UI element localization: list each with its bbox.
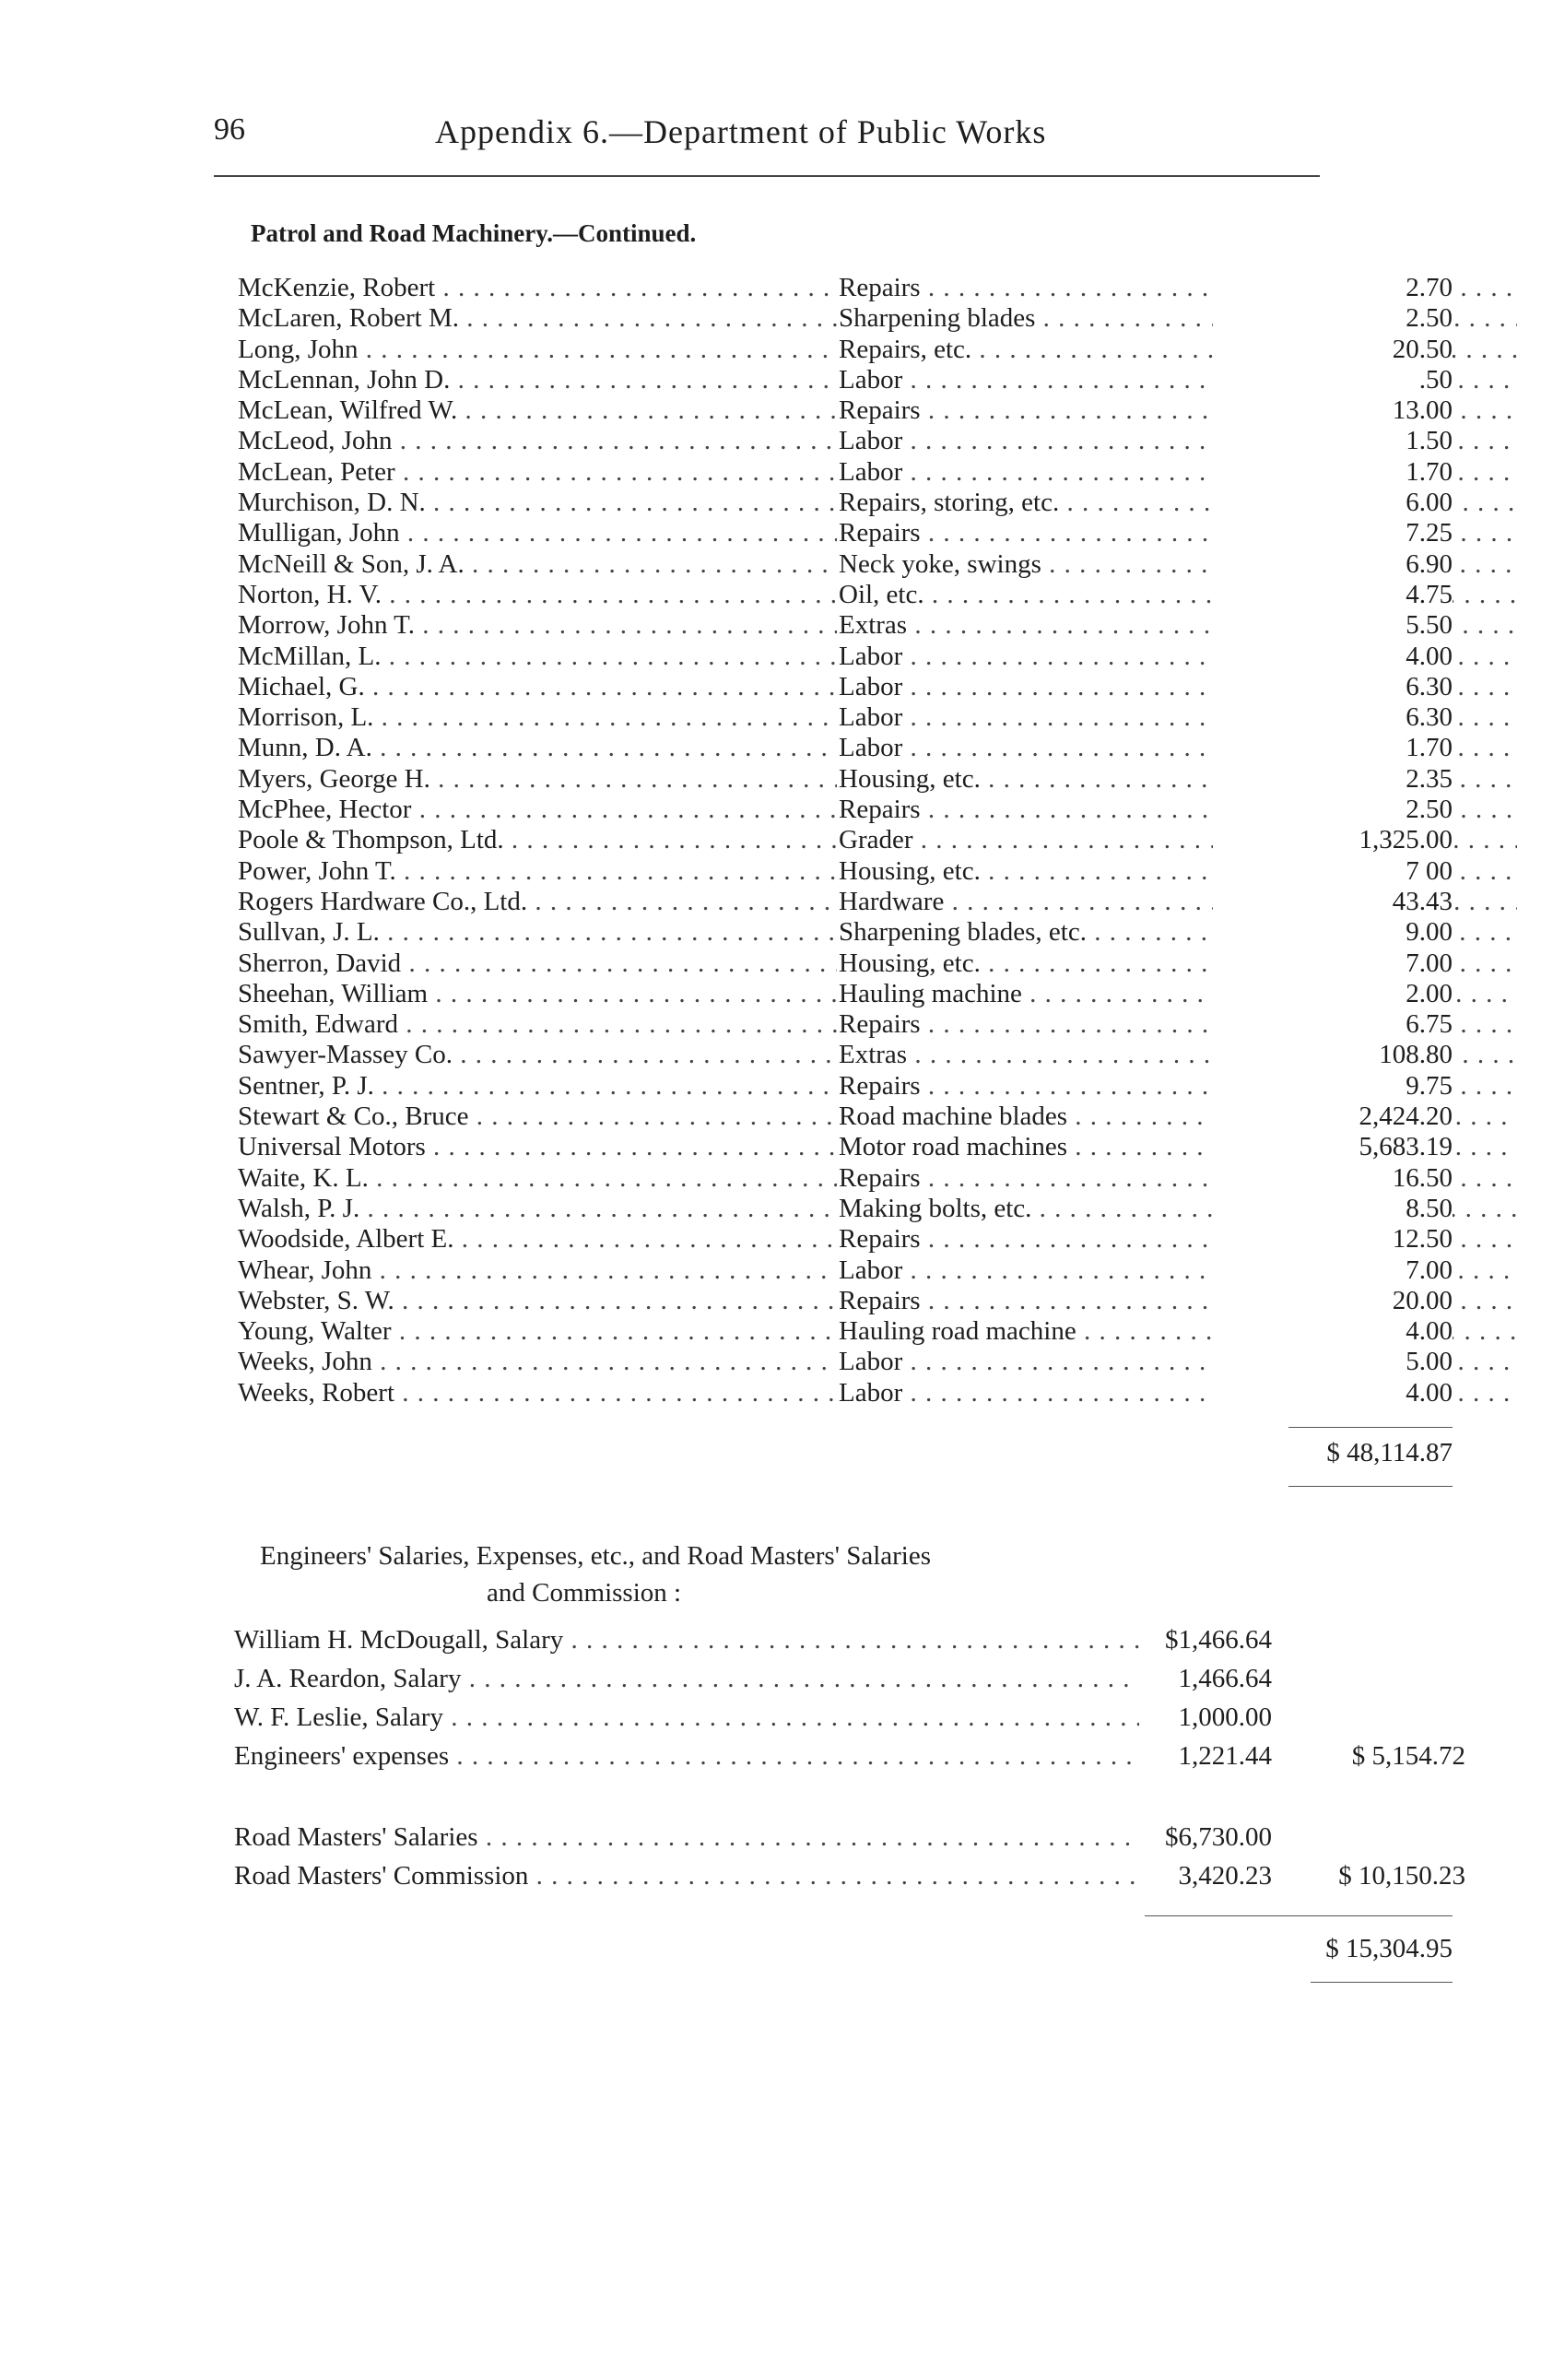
ledger-row [238, 917, 1453, 948]
ledger-purpose: Repairs . . . [839, 273, 1517, 303]
total-rule-top [1288, 1427, 1453, 1428]
ledger-payee: Norton, H. V. . . . [238, 580, 837, 610]
ledger-payee: Woodside, Albert E. . . . [238, 1224, 837, 1255]
ledger-row [238, 1102, 1453, 1132]
ledger-payee: Universal Motors . . . [238, 1132, 837, 1162]
ledger-row [238, 1040, 1453, 1070]
salary-row [234, 1659, 1465, 1698]
header-rule [214, 175, 1320, 177]
ledger-payee: Webster, S. W. . . . [238, 1286, 837, 1316]
ledger-row [238, 1194, 1453, 1224]
ledger-purpose: Repairs . . . [839, 1163, 1517, 1194]
ledger-purpose: Extras . . . [839, 1040, 1517, 1070]
ledger-payee: Munn, D. A. . . . [238, 733, 837, 763]
ledger-purpose: Labor . . . [839, 702, 1517, 733]
ledger-row [238, 365, 1453, 395]
ledger-payee: Morrison, L. . . . [238, 702, 837, 733]
ledger-row [238, 1286, 1453, 1316]
ledger-payee: Power, John T. . . . [238, 856, 837, 887]
ledger-amount: 6.30 [1213, 672, 1453, 702]
ledger-amount: 9.00 [1213, 917, 1453, 948]
ledger-row [238, 948, 1453, 979]
ledger-purpose: Repairs . . . [839, 1286, 1517, 1316]
ledger-purpose: Labor . . . [839, 365, 1517, 395]
engineers-heading [260, 1538, 1292, 1611]
ledger-amount: 9.75 [1213, 1071, 1453, 1102]
page-title: Appendix 6.—Department of Public Works [435, 113, 1047, 150]
salary-value: $6,730.00 [1143, 1818, 1272, 1856]
total-rule-bottom [1288, 1486, 1453, 1487]
salary-label: Road Masters' Commission . . . [234, 1856, 1139, 1895]
ledger-purpose: Labor . . . [839, 457, 1517, 488]
ledger-payee: Sullvan, J. L. . . . [238, 917, 837, 948]
ledger-payee: Waite, K. L. . . . [238, 1163, 837, 1194]
ledger-row [238, 795, 1453, 825]
ledger-amount: 4.75 [1213, 580, 1453, 610]
ledger-payee: Poole & Thompson, Ltd. . . . [238, 825, 837, 855]
ledger-purpose: Sharpening blades, etc. . . . [839, 917, 1517, 948]
ledger-row [238, 979, 1453, 1009]
ledger-payee: Sawyer-Massey Co. . . . [238, 1040, 837, 1070]
ledger-payee: Young, Walter . . . [238, 1316, 837, 1347]
ledger-purpose: Motor road machines . . . [839, 1132, 1517, 1162]
ledger-amount: 7.00 [1213, 1255, 1453, 1286]
page-header [0, 112, 1541, 168]
ledger-row [238, 642, 1453, 672]
ledger-purpose: Oil, etc. . . . [839, 580, 1517, 610]
ledger-payee: Long, John . . . [238, 335, 837, 365]
ledger-payee: McMillan, L. . . . [238, 642, 837, 672]
salary-subtotal: $ 5,154.72 [1351, 1741, 1465, 1771]
ledger-amount: 6.90 [1213, 549, 1453, 580]
salary-row [234, 1818, 1465, 1856]
ledger-row [238, 488, 1453, 518]
ledger-payee: Stewart & Co., Bruce . . . [238, 1102, 837, 1132]
ledger-purpose: Housing, etc. . . . [839, 948, 1517, 979]
ledger-amount: 7 00 [1213, 856, 1453, 887]
ledger-row [238, 610, 1453, 641]
ledger-amount: 4.00 [1213, 1316, 1453, 1347]
ledger-purpose: Repairs . . . [839, 518, 1517, 548]
ledger-purpose: Repairs, storing, etc. . . . [839, 488, 1517, 518]
ledger-purpose: Labor . . . [839, 672, 1517, 702]
salary-value: 1,466.64 [1143, 1659, 1272, 1698]
ledger-payee: Smith, Edward . . . [238, 1009, 837, 1040]
engineers-heading-line1: Engineers' Salaries, Expenses, etc., and Road Masters' Salaries [260, 1541, 931, 1571]
ledger-amount: 4.00 [1213, 1378, 1453, 1408]
ledger-payee: McLennan, John D. . . . [238, 365, 837, 395]
ledger-row [238, 273, 1453, 303]
ledger-payee: McLean, Peter . . . [238, 457, 837, 488]
ledger-purpose: Repairs . . . [839, 395, 1517, 426]
ledger-payee: McKenzie, Robert . . . [238, 273, 837, 303]
engineers-heading-line2: and Commission : [487, 1578, 682, 1608]
ledger-payee: Morrow, John T. . . . [238, 610, 837, 641]
ledger-row [238, 1071, 1453, 1102]
ledger-row [238, 1255, 1453, 1286]
road-masters-list [234, 1818, 1465, 1895]
ledger-row [238, 303, 1453, 334]
salary-value: 1,000.00 [1143, 1698, 1272, 1737]
ledger-purpose: Repairs . . . [839, 1224, 1517, 1255]
ledger-amount: 8.50 [1213, 1194, 1453, 1224]
ledger-payee: Murchison, D. N. . . . [238, 488, 837, 518]
grand-total: $ 15,304.95 [1325, 1934, 1453, 1963]
ledger-purpose: Labor . . . [839, 426, 1517, 456]
grand-total-rule-bottom [1311, 1982, 1453, 1983]
ledger-amount: 7.00 [1213, 948, 1453, 979]
ledger-row [238, 856, 1453, 887]
ledger-row [238, 733, 1453, 763]
ledger-row [238, 1009, 1453, 1040]
ledger-amount: 5.00 [1213, 1347, 1453, 1377]
ledger-payee: Weeks, Robert . . . [238, 1378, 837, 1408]
ledger-amount: 43.43 [1213, 887, 1453, 917]
ledger-amount: 20.50 [1213, 335, 1453, 365]
ledger-purpose: Repairs . . . [839, 795, 1517, 825]
ledger-row [238, 335, 1453, 365]
ledger-amount: 1,325.00 [1213, 825, 1453, 855]
ledger-purpose: Making bolts, etc. . . . [839, 1194, 1517, 1224]
ledger-payee: Sentner, P. J. . . . [238, 1071, 837, 1102]
ledger-purpose: Sharpening blades . . . [839, 303, 1517, 334]
salary-row [234, 1737, 1465, 1775]
ledger-purpose: Neck yoke, swings . . . [839, 549, 1517, 580]
salary-subtotal: $ 10,150.23 [1338, 1861, 1465, 1891]
ledger-amount: 108.80 [1213, 1040, 1453, 1070]
ledger-row [238, 580, 1453, 610]
ledger-purpose: Labor . . . [839, 1347, 1517, 1377]
ledger-amount: 5,683.19 [1213, 1132, 1453, 1162]
ledger-payee: Weeks, John . . . [238, 1347, 837, 1377]
ledger-payee: Sheehan, William . . . [238, 979, 837, 1009]
section-heading: Patrol and Road Machinery.—Continued. [251, 219, 697, 247]
salary-value: 1,221.44 [1143, 1737, 1272, 1775]
engineers-list [234, 1620, 1465, 1775]
ledger-amount: 1.70 [1213, 733, 1453, 763]
ledger-amount: 2.70 [1213, 273, 1453, 303]
ledger-amount: 1.70 [1213, 457, 1453, 488]
salary-row [234, 1620, 1465, 1659]
grand-total-rule-top [1145, 1915, 1453, 1916]
ledger-purpose: Labor . . . [839, 1378, 1517, 1408]
ledger-payee: Michael, G. . . . [238, 672, 837, 702]
ledger-purpose: Repairs . . . [839, 1071, 1517, 1102]
ledger-row [238, 672, 1453, 702]
ledger-amount: 6.75 [1213, 1009, 1453, 1040]
ledger-purpose: Repairs, etc. . . . [839, 335, 1517, 365]
ledger-purpose: Hardware . . . [839, 887, 1517, 917]
salary-label: Engineers' expenses . . . [234, 1737, 1139, 1775]
ledger-row [238, 1224, 1453, 1255]
ledger-payee: Whear, John . . . [238, 1255, 837, 1286]
ledger-amount: 2.00 [1213, 979, 1453, 1009]
ledger-purpose: Hauling machine . . . [839, 979, 1517, 1009]
ledger-row [238, 764, 1453, 795]
ledger-purpose: Housing, etc. . . . [839, 856, 1517, 887]
ledger-payee: McPhee, Hector . . . [238, 795, 837, 825]
ledger-purpose: Road machine blades . . . [839, 1102, 1517, 1132]
ledger-amount: 5.50 [1213, 610, 1453, 641]
ledger-row [238, 1163, 1453, 1194]
ledger-payee: Mulligan, John . . . [238, 518, 837, 548]
section-total: $ 48,114.87 [1326, 1438, 1453, 1467]
salary-label: Road Masters' Salaries . . . [234, 1818, 1139, 1856]
ledger-purpose: Hauling road machine . . . [839, 1316, 1517, 1347]
ledger-amount: 13.00 [1213, 395, 1453, 426]
ledger-purpose: Labor . . . [839, 642, 1517, 672]
ledger-row [238, 549, 1453, 580]
ledger-payee: Myers, George H. . . . [238, 764, 837, 795]
entries-list [238, 273, 1453, 1408]
ledger-row [238, 518, 1453, 548]
ledger-amount: 12.50 [1213, 1224, 1453, 1255]
ledger-row [238, 395, 1453, 426]
ledger-amount: 6.00 [1213, 488, 1453, 518]
ledger-purpose: Grader . . . [839, 825, 1517, 855]
ledger-payee: McLeod, John . . . [238, 426, 837, 456]
ledger-payee: McNeill & Son, J. A. . . . [238, 549, 837, 580]
ledger-amount: 6.30 [1213, 702, 1453, 733]
ledger-row [238, 887, 1453, 917]
ledger-amount: 2.50 [1213, 303, 1453, 334]
ledger-row [238, 1347, 1453, 1377]
ledger-purpose: Extras . . . [839, 610, 1517, 641]
ledger-amount: 4.00 [1213, 642, 1453, 672]
ledger-row [238, 702, 1453, 733]
salary-row [234, 1698, 1465, 1737]
ledger-amount: 1.50 [1213, 426, 1453, 456]
ledger-amount: 2.35 [1213, 764, 1453, 795]
ledger-row [238, 457, 1453, 488]
salary-value: $1,466.64 [1143, 1620, 1272, 1659]
ledger-purpose: Repairs . . . [839, 1009, 1517, 1040]
ledger-payee: McLaren, Robert M. . . . [238, 303, 837, 334]
ledger-payee: Walsh, P. J. . . . [238, 1194, 837, 1224]
ledger-purpose: Labor . . . [839, 733, 1517, 763]
salary-label: J. A. Reardon, Salary . . . [234, 1659, 1139, 1698]
ledger-row [238, 825, 1453, 855]
ledger-amount: .50 [1213, 365, 1453, 395]
ledger-payee: McLean, Wilfred W. . . . [238, 395, 837, 426]
ledger-payee: Rogers Hardware Co., Ltd. . . . [238, 887, 837, 917]
salary-label: William H. McDougall, Salary . . . [234, 1620, 1139, 1659]
ledger-amount: 20.00 [1213, 1286, 1453, 1316]
ledger-amount: 2,424.20 [1213, 1102, 1453, 1132]
salary-label: W. F. Leslie, Salary . . . [234, 1698, 1139, 1737]
salary-value: 3,420.23 [1143, 1856, 1272, 1895]
ledger-amount: 2.50 [1213, 795, 1453, 825]
ledger-row [238, 1378, 1453, 1408]
ledger-row [238, 426, 1453, 456]
ledger-purpose: Housing, etc. . . . [839, 764, 1517, 795]
ledger-row [238, 1316, 1453, 1347]
ledger-payee: Sherron, David . . . [238, 948, 837, 979]
ledger-amount: 16.50 [1213, 1163, 1453, 1194]
page-number: 96 [214, 112, 245, 147]
ledger-purpose: Labor . . . [839, 1255, 1517, 1286]
ledger-amount: 7.25 [1213, 518, 1453, 548]
ledger-row [238, 1132, 1453, 1162]
salary-row [234, 1856, 1465, 1895]
